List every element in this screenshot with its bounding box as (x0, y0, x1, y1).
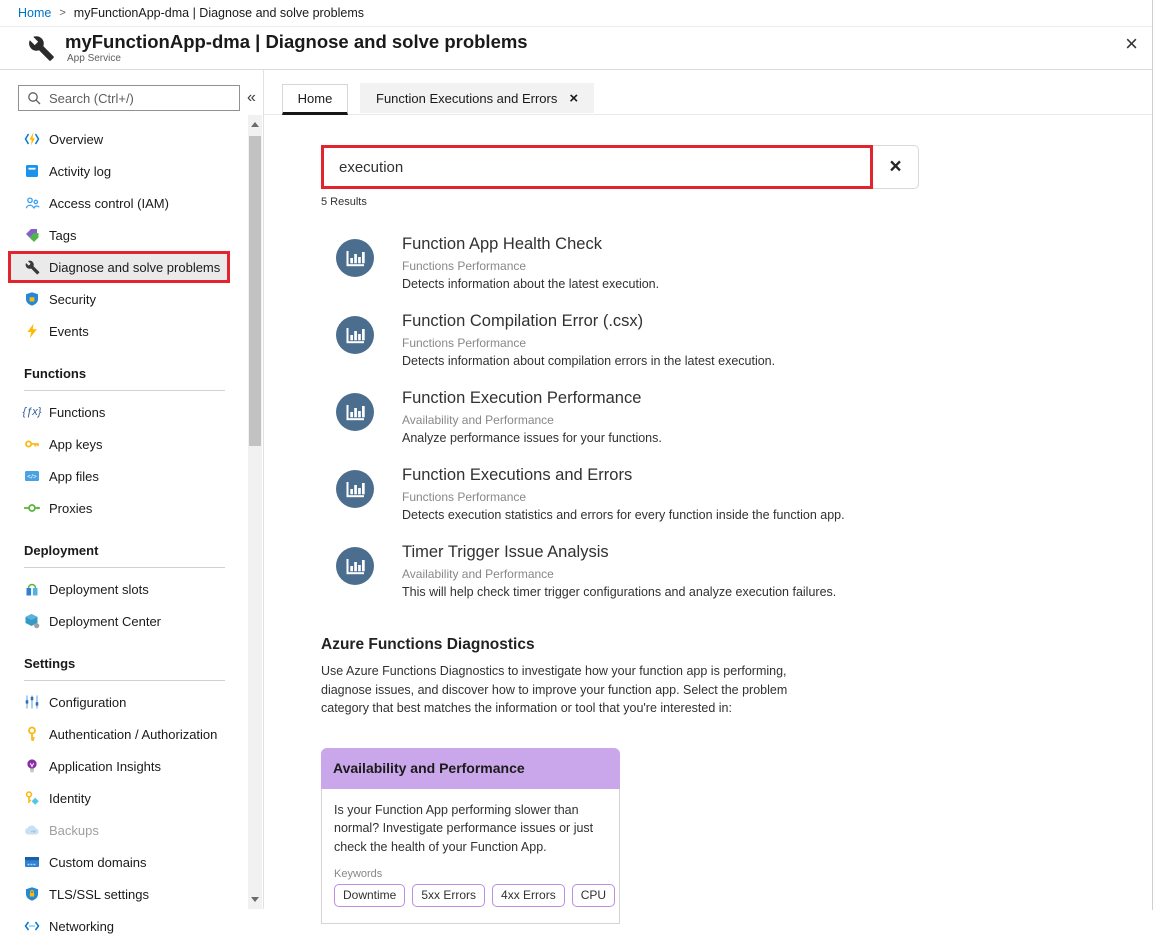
result-description: Detects information about the latest execution. (402, 277, 660, 291)
result-function-compilation-error[interactable] (336, 311, 1152, 371)
sidebar-item-app-keys[interactable] (0, 428, 263, 460)
sidebar-item-events[interactable] (0, 315, 263, 347)
clear-search-icon[interactable]: × (889, 155, 902, 178)
tab-label: Function Executions and Errors (376, 90, 558, 106)
app-insights-icon (24, 758, 40, 774)
breadcrumb-home-link[interactable]: Home (18, 6, 52, 20)
result-description: Detects information about compilation errors in the latest execution. (402, 354, 776, 368)
result-category: Availability and Performance (402, 567, 554, 581)
breadcrumb-chevron-icon: > (59, 7, 66, 19)
wrench-icon (28, 35, 55, 62)
page-subtitle: App Service (67, 53, 121, 64)
sidebar-item-label: Diagnose and solve problems (49, 259, 221, 275)
category-card-availability-and-performance[interactable] (321, 748, 620, 924)
activity-log-icon (24, 163, 40, 179)
result-title: Function App Health Check (402, 235, 602, 253)
sidebar-item-authentication-authorization[interactable] (0, 718, 263, 750)
result-title: Function Compilation Error (.csx) (402, 312, 644, 330)
result-function-app-health-check[interactable] (336, 234, 1152, 294)
sidebar-item-activity-log[interactable] (0, 155, 263, 187)
proxies-icon (24, 500, 40, 516)
keyword-chips (334, 884, 607, 907)
main-panel (264, 70, 1152, 909)
tab-function-executions-and-errors[interactable] (360, 83, 594, 113)
scrollbar-up-arrow-icon[interactable] (251, 122, 259, 127)
keyword-chip-downtime[interactable]: Downtime (334, 884, 405, 907)
sidebar-item-label: Tags (49, 227, 77, 243)
sidebar-item-app-files[interactable] (0, 460, 263, 492)
functions-fx-icon: {ƒx} (22, 406, 42, 418)
sidebar-item-label: Backups (49, 822, 99, 838)
sidebar-item-deployment-center[interactable] (0, 605, 263, 637)
diagnostics-search-container (321, 145, 919, 189)
close-blade-icon[interactable]: × (1125, 31, 1138, 56)
keywords-label: Keywords (334, 868, 383, 880)
sidebar-item-label: App keys (49, 436, 103, 452)
page-header (0, 27, 1152, 70)
sidebar-item-label: TLS/SSL settings (49, 886, 149, 902)
breadcrumb-current: myFunctionApp-dma | Diagnose and solve problems (73, 6, 364, 20)
sidebar-item-access-control[interactable] (0, 187, 263, 219)
sidebar-item-label: Activity log (49, 163, 112, 179)
category-card-body (321, 789, 620, 924)
deployment-center-icon (24, 613, 40, 629)
scrollbar-down-arrow-icon[interactable] (251, 897, 259, 902)
sidebar-item-label: Events (49, 323, 89, 339)
backups-cloud-icon (24, 822, 40, 838)
identity-key-icon (24, 790, 40, 806)
sidebar-item-application-insights[interactable] (0, 750, 263, 782)
sidebar-item-label: Authentication / Authorization (49, 726, 218, 742)
sidebar-item-custom-domains[interactable] (0, 846, 263, 878)
keyword-chip-4xx-errors[interactable]: 4xx Errors (492, 884, 565, 907)
breadcrumb (0, 0, 1152, 27)
tab-close-icon[interactable]: × (569, 89, 579, 107)
result-function-executions-and-errors[interactable] (336, 465, 1152, 525)
wrench-icon (24, 259, 40, 275)
access-control-icon (24, 195, 40, 211)
sidebar-section-deployment: Deployment (24, 537, 225, 568)
sidebar-item-backups[interactable] (0, 814, 263, 846)
sidebar-item-label: Functions (49, 404, 106, 420)
result-title: Function Execution Performance (402, 389, 642, 407)
bar-chart-icon (336, 470, 374, 508)
app-keys-icon (24, 436, 40, 452)
result-category: Functions Performance (402, 490, 527, 504)
tls-ssl-shield-icon (24, 886, 40, 902)
sidebar-item-functions[interactable] (0, 396, 263, 428)
category-card-header[interactable]: Availability and Performance (321, 748, 620, 789)
bar-chart-icon (336, 239, 374, 277)
sidebar-item-configuration[interactable] (0, 686, 263, 718)
keyword-chip-5xx-errors[interactable]: 5xx Errors (412, 884, 485, 907)
sidebar-item-label: Access control (IAM) (49, 195, 169, 211)
result-description: This will help check timer trigger configurations and analyze execution failures. (402, 585, 837, 599)
page-title: myFunctionApp-dma | Diagnose and solve problems (65, 31, 528, 52)
sidebar-search-row (18, 85, 263, 111)
custom-domains-icon (24, 854, 40, 870)
result-function-execution-performance[interactable] (336, 388, 1152, 448)
diagnostics-description: Use Azure Functions Diagnostics to investigate how your function app is performing, diagnose issues, and discover how to improve your function app. Select the problem category that best matches the information or tool that you're interested in: (321, 664, 788, 715)
sidebar-item-label: Identity (49, 790, 91, 806)
tab-home[interactable] (282, 84, 348, 115)
sidebar-item-overview[interactable] (0, 123, 263, 155)
result-title: Timer Trigger Issue Analysis (402, 543, 609, 561)
results-count: 5 Results (321, 196, 367, 208)
result-title: Function Executions and Errors (402, 466, 633, 484)
tags-icon (24, 227, 40, 243)
sidebar-item-identity[interactable] (0, 782, 263, 814)
sidebar-item-label: Networking (49, 918, 115, 934)
sidebar-item-label: App files (49, 468, 99, 484)
sidebar-scrollbar[interactable] (248, 115, 262, 909)
sidebar-item-label: Deployment Center (49, 613, 161, 629)
auth-key-icon (24, 726, 40, 742)
category-card-text: Is your Function App performing slower than normal? Investigate performance issues or just check the health of your Function App. (334, 802, 594, 854)
diagnostics-search-input[interactable] (324, 159, 870, 176)
sidebar-item-label: Proxies (49, 500, 93, 516)
events-bolt-icon (24, 323, 40, 339)
sidebar-section-settings: Settings (24, 650, 225, 681)
sidebar-search-input[interactable] (49, 91, 231, 106)
sidebar (0, 70, 264, 934)
scrollbar-thumb[interactable] (249, 136, 261, 446)
sidebar-item-label: Overview (49, 131, 104, 147)
security-shield-icon (24, 291, 40, 307)
tab-home-label: Home (297, 91, 333, 106)
app-files-icon (24, 468, 40, 484)
sidebar-item-tls-ssl-settings[interactable] (0, 878, 263, 910)
overview-icon (24, 131, 40, 147)
sidebar-item-tags[interactable] (0, 219, 263, 251)
search-results-list (336, 234, 1152, 602)
result-description: Detects execution statistics and errors for every function inside the function app. (402, 508, 845, 522)
keyword-chip-cpu[interactable]: CPU (572, 884, 615, 907)
sidebar-nav (0, 123, 263, 942)
sidebar-item-proxies[interactable] (0, 492, 263, 524)
svg-text:</>: </> (27, 473, 37, 481)
sidebar-item-label: Configuration (49, 694, 127, 710)
sidebar-item-label: Security (49, 291, 96, 307)
sidebar-item-networking[interactable] (0, 910, 263, 942)
result-category: Functions Performance (402, 336, 527, 350)
sidebar-item-label: Deployment slots (49, 581, 149, 597)
sidebar-search-box[interactable] (18, 85, 240, 111)
search-icon (27, 91, 41, 105)
sidebar-item-deployment-slots[interactable] (0, 573, 263, 605)
collapse-sidebar-icon[interactable]: « (247, 89, 256, 106)
bar-chart-icon (336, 547, 374, 585)
result-timer-trigger-issue-analysis[interactable] (336, 542, 1152, 602)
result-category: Availability and Performance (402, 413, 554, 427)
diagnostics-search-highlight (321, 145, 873, 189)
sidebar-item-label: Application Insights (49, 758, 162, 774)
bar-chart-icon (336, 393, 374, 431)
content (0, 70, 1152, 934)
bar-chart-icon (336, 316, 374, 354)
sidebar-item-security[interactable] (0, 283, 263, 315)
deployment-slots-icon (24, 581, 40, 597)
result-category: Functions Performance (402, 259, 527, 273)
configuration-icon (24, 694, 40, 710)
diagnostics-heading: Azure Functions Diagnostics (321, 636, 535, 653)
sidebar-item-label: Custom domains (49, 854, 147, 870)
tab-bar (264, 70, 1152, 115)
sidebar-item-diagnose-and-solve-problems[interactable] (8, 251, 230, 283)
sidebar-section-functions: Functions (24, 360, 225, 391)
result-description: Analyze performance issues for your functions. (402, 431, 662, 445)
networking-icon (24, 918, 40, 934)
